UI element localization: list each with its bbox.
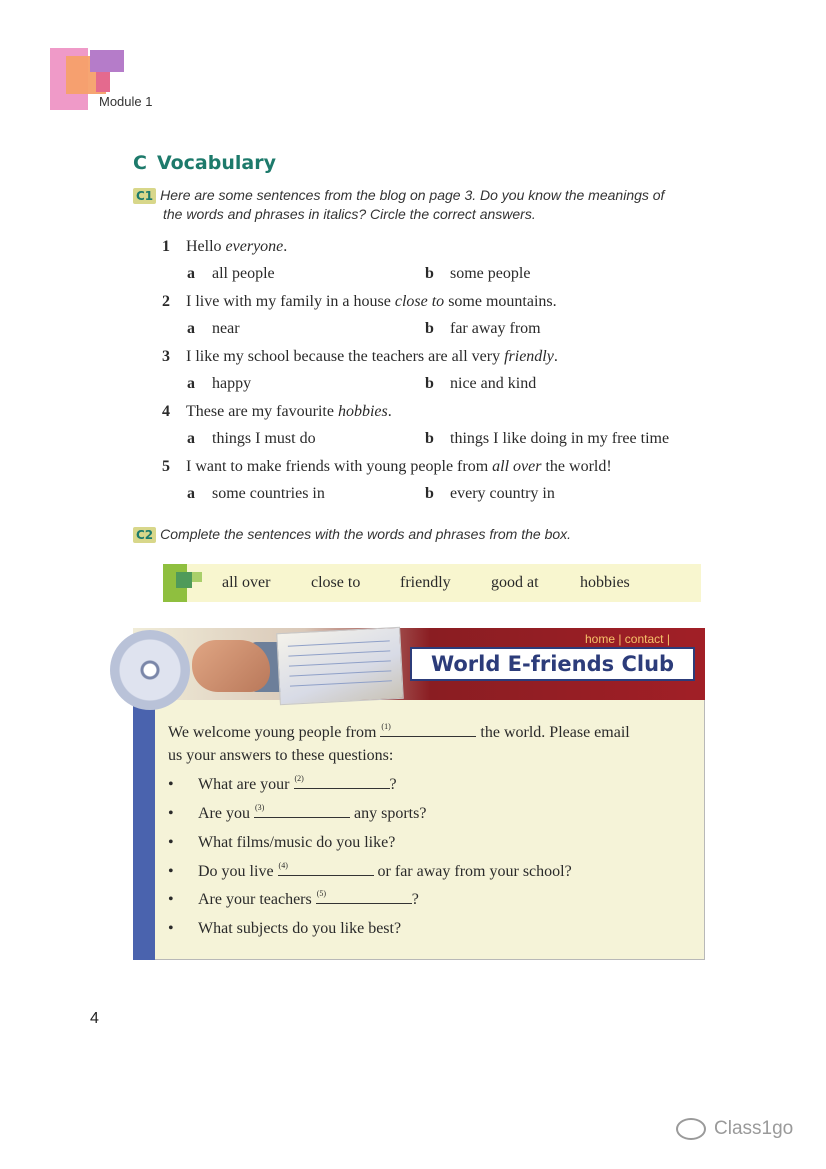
blank-number: (4) [278,861,288,870]
web-question [168,861,572,883]
option-letter: a [187,265,195,282]
question-italic: everyone [225,238,284,255]
word-box-item: hobbies [580,574,630,591]
word-box-item: good at [491,574,539,591]
bullet-icon: • [168,805,174,822]
c1-instruction [133,186,664,205]
word-box-item: all over [222,574,271,591]
web-question-text: Do you live [198,863,274,880]
module-badge-block [90,50,124,72]
option-text: things I must do [212,430,316,447]
bullet-icon: • [168,776,174,793]
section-letter: C [133,152,147,174]
c1-instruction-line1: Here are some sentences from the blog on page 3. Do you know the meanings of [160,187,665,203]
watermark-text: Class1go [714,1118,794,1140]
word-box-decoration [192,572,202,582]
blank-2[interactable] [294,774,390,789]
question-number: 2 [162,293,170,310]
option-b[interactable] [425,375,536,393]
option-a[interactable] [187,485,325,502]
option-letter: b [425,430,434,447]
c2-instruction-text: Complete the sentences with the words and phrases from the box. [160,526,572,542]
word-box-item: friendly [400,574,451,591]
word-box-item: close to [311,574,361,591]
option-b[interactable] [425,320,541,338]
blank-number: (2) [294,774,304,783]
option-letter: b [425,320,434,337]
option-text: things I like doing in my free time [450,430,670,447]
question-row [162,238,287,256]
answer-options [187,485,555,503]
blank-number: (5) [316,889,327,898]
nav-links[interactable]: home | contact | [585,632,670,646]
question-number: 3 [162,348,170,365]
web-question-text: any sports? [353,805,427,822]
option-b[interactable] [425,485,555,503]
option-text: nice and kind [450,375,537,392]
blank-number: (1) [381,722,391,731]
question-row [162,293,557,311]
web-panel-sidebar [133,700,155,960]
answer-options [187,265,531,283]
blank-1[interactable] [380,722,476,737]
word-box-decoration [176,572,192,588]
web-intro-text: We welcome young people from [168,724,377,741]
question-italic: close to [394,293,445,310]
option-a[interactable] [187,430,316,447]
web-intro-line2: us your answers to these questions: [168,747,394,764]
option-text: all people [212,265,275,282]
option-text: happy [212,375,252,392]
watermark [676,1118,793,1140]
answer-options [187,430,670,448]
blank-number: (3) [254,803,265,812]
blank-3[interactable] [254,803,350,818]
option-letter: b [425,375,434,392]
c1-tag: C1 [133,188,156,204]
question-italic: all over [492,458,542,475]
wechat-icon [676,1118,706,1140]
question-number: 4 [162,403,170,420]
option-text: near [212,320,240,337]
web-question [168,803,426,825]
web-question-text: Are you [198,805,250,822]
question-text: . [387,403,392,420]
question-italic: friendly [504,348,554,365]
option-text: some people [450,265,531,282]
web-intro-text: the world. Please email [480,724,630,741]
web-question-text: What subjects do you like best? [198,920,402,937]
option-letter: a [187,320,195,337]
option-b[interactable] [425,430,669,448]
web-question [168,832,395,854]
question-text: I like my school because the teachers are all very [186,348,505,365]
question-italic: hobbies [337,403,388,420]
question-text: I live with my family in a house [186,293,395,310]
option-letter: a [187,485,195,502]
question-number: 5 [162,458,170,475]
web-question-text: What are your [198,776,290,793]
bullet-icon: • [168,834,174,851]
module-badge-block [96,72,110,92]
answer-options [187,320,541,338]
web-question [168,889,419,911]
option-text: every country in [450,485,555,502]
question-text: Hello [186,238,226,255]
option-text: some countries in [212,485,325,502]
module-label: Module 1 [99,94,153,109]
option-text: far away from [450,320,541,337]
section-title [133,152,276,174]
option-a[interactable] [187,265,275,282]
option-a[interactable] [187,320,240,337]
club-title: World E-friends Club [410,647,695,681]
question-text: These are my favourite [186,403,338,420]
web-question [168,774,397,796]
page-number: 4 [90,1010,99,1027]
handshake-icon [192,640,270,692]
web-question-text: Are your teachers [198,891,312,908]
question-row [162,348,558,366]
question-text: some mountains. [444,293,557,310]
web-question-text: ? [411,891,419,908]
bullet-icon: • [168,920,174,937]
question-text: . [553,348,558,365]
question-row [162,458,612,476]
option-b[interactable] [425,265,530,283]
web-question-text: What films/music do you like? [198,834,396,851]
blank-5[interactable] [316,889,412,904]
web-question-text: or far away from your school? [377,863,572,880]
bullet-icon: • [168,891,174,908]
question-number: 1 [162,238,170,255]
question-text: . [283,238,288,255]
question-row [162,403,392,421]
letters-image [276,627,404,705]
option-letter: b [425,485,434,502]
section-name: Vocabulary [156,152,276,174]
web-question-text: ? [389,776,397,793]
answer-options [187,375,537,393]
question-text: I want to make friends with young people from [186,458,493,475]
c1-instruction-line2: the words and phrases in italics? Circle the correct answers. [163,206,536,222]
cd-icon [110,630,190,710]
web-intro-line1 [168,722,630,744]
web-question [168,918,401,940]
c2-tag: C2 [133,527,156,543]
option-letter: b [425,265,434,282]
bullet-icon: • [168,863,174,880]
option-letter: a [187,430,195,447]
question-text: the world! [541,458,612,475]
blank-4[interactable] [278,861,374,876]
c2-instruction [133,525,571,544]
option-letter: a [187,375,195,392]
option-a[interactable] [187,375,251,392]
